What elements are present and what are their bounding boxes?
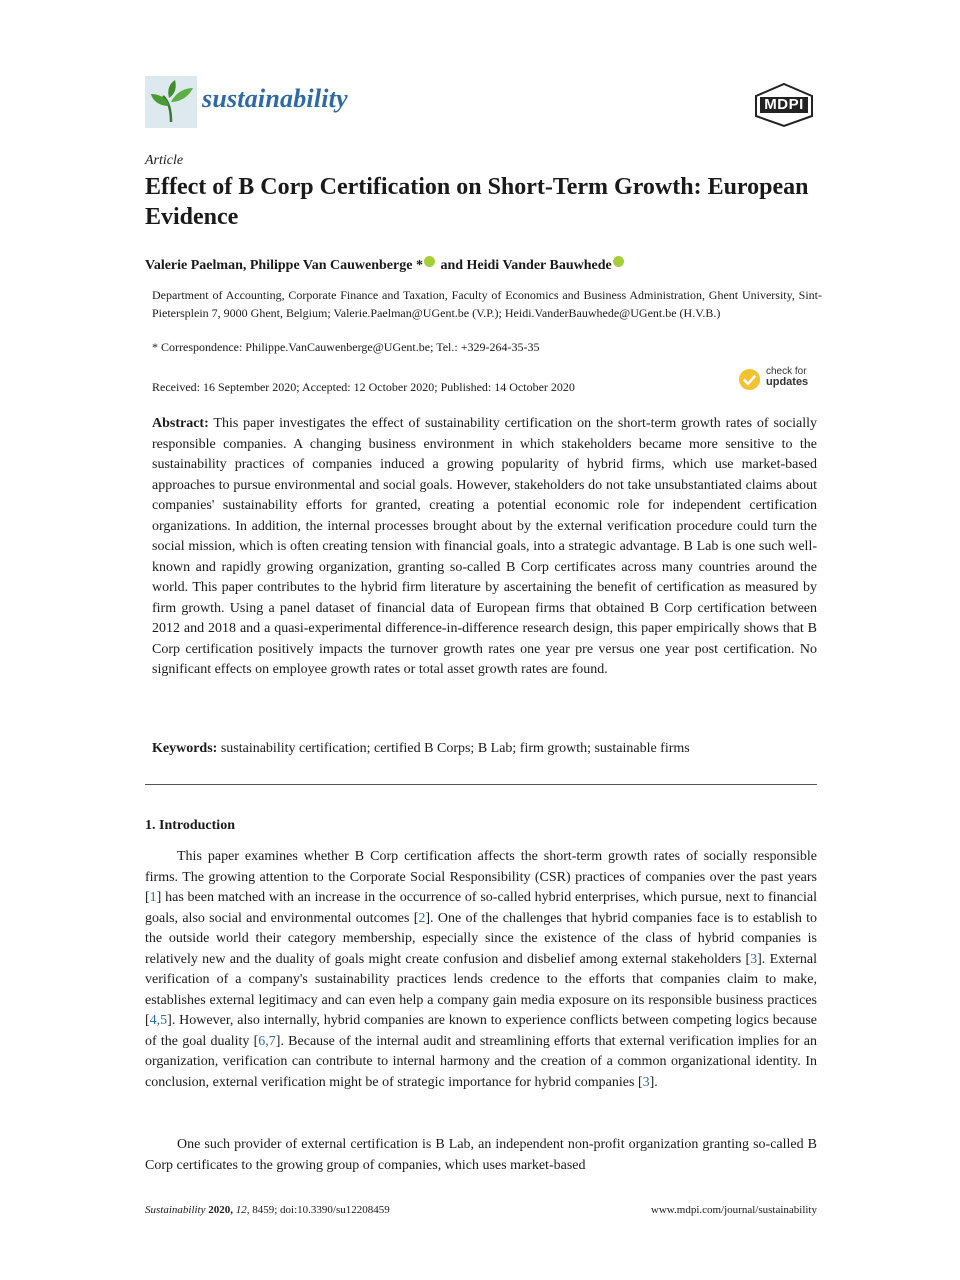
mdpi-logo-text: MDPI [764, 96, 804, 113]
paragraph-text: ] has been matched with an increase in the occurrence of so-called hybrid enterprises, which pursue, next to financial goals, also social and environmental outcomes [ [145, 890, 817, 926]
check-updates-line2: updates [766, 376, 809, 388]
body-paragraph [145, 847, 817, 1093]
body-paragraph: One such provider of external certification is B Lab, an independent non-profit organization granting so-called B Corp certificates to the growing group of companies, which uses market-based [145, 1137, 817, 1173]
footer-journal: Sustainability [145, 1204, 206, 1216]
abstract-label: Abstract: [152, 416, 209, 431]
citation-link[interactable]: 1 [149, 890, 157, 905]
affiliation: Department of Accounting, Corporate Finance and Taxation, Faculty of Economics and Business Administration, Ghent University, Sint-Pietersplein 7, 9000 Ghent, Belgium; Valerie.Paelman@UGent.be (V.P.); Heidi.VanderBauwhede@UGent.be (H.V.B.) [152, 288, 822, 320]
keywords-text: sustainability certification; certified B Corps; B Lab; firm growth; sustainable firms [220, 741, 690, 756]
paragraph-text: ]. However, also internally, hybrid companies are known to experience conflicts between competing logics because of the goal duality [ [145, 1013, 817, 1049]
author-name[interactable]: Philippe Van Cauwenberge * [249, 258, 423, 273]
footer-url[interactable]: www.mdpi.com/journal/sustainability [650, 1204, 817, 1216]
check-for-updates-badge[interactable] [738, 366, 823, 394]
mdpi-logo[interactable] [752, 82, 816, 128]
check-icon [738, 368, 761, 391]
paragraph-text: ]. One of the challenges that hybrid companies face is to establish to the outside world their category membership, especially since the existence of the class of hybrid companies is relatively new and the duality of goals might create confusion and disbelief among external stakeholders [ [145, 910, 818, 967]
orcid-icon[interactable] [424, 256, 435, 267]
orcid-icon[interactable] [613, 256, 624, 267]
keywords [152, 741, 817, 757]
check-updates-line1: check for [766, 366, 807, 377]
publication-dates: Received: 16 September 2020; Accepted: 12 October 2020; Published: 14 October 2020 [152, 380, 575, 394]
divider [145, 784, 817, 785]
author-list [145, 256, 845, 274]
page-title: Effect of B Corp Certification on Short-Term Growth: European Evidence [145, 174, 809, 230]
journal-logo [145, 76, 197, 128]
footer-citation [145, 1204, 390, 1216]
section-heading: 1. Introduction [145, 818, 235, 833]
footer-year: 2020, [208, 1204, 233, 1216]
leaf-icon [145, 76, 197, 128]
citation-link[interactable]: 3 [750, 951, 758, 967]
paragraph-text: ]. [649, 1074, 658, 1090]
correspondence: * Correspondence: Philippe.VanCauwenberge@UGent.be; Tel.: +329-264-35-35 [152, 340, 540, 354]
paragraph-text: This paper examines whether B Corp certification affects the short-term growth rates of socially responsible firms. The growing attention to the Corporate Social Responsibility (CSR) practices of companies over the past years [ [145, 849, 817, 905]
abstract-text: This paper investigates the effect of sustainability certification on the short-term growth rates of socially responsible companies. A changing business environment in which stakeholders became more sensitive to the sustainability practices of companies induced a growing popularity of hybrid firms, which use market-based approaches to pursue environmental and social goals. However, stakeholders do not take unsubstantiated claims about companies' sustainability efforts for granted, creating a potential economic role for independent certification organizations. In addition, the internal processes brought about by the external verification procedure could turn the social mission, which is often creating tension with financial goals, into a strategic advantage. B Lab is one such well-known and rapidly growing organization, granting so-called B Corp certificates across many countries around the world. This paper contributes to the hybrid firm literature by ascertaining the benefit of certification as measured by firm growth. Using a panel dataset of financial data of European firms that obtained B Corp certification between 2012 and 2018 and a quasi-experimental difference-in-difference research design, this paper empirically shows that B Corp certification positively impacts the turnover growth rates one year pre versus one year post certification. No significant effects on employee growth rates or total asset growth rates are found. [152, 416, 818, 677]
author-name[interactable]: Heidi Vander Bauwhede [466, 258, 612, 273]
abstract [152, 414, 817, 681]
keywords-label: Keywords: [152, 741, 218, 756]
citation-link[interactable]: 4,5 [149, 1013, 168, 1028]
citation-link[interactable]: 2 [418, 910, 426, 926]
paragraph-text: ]. External verification of a company's sustainability practices lends credence to the efforts that companies claim to make, establishes external legitimacy and can even help a company gain media exposure on its responsible business practices [ [145, 951, 817, 1028]
journal-name[interactable]: sustainability [202, 84, 348, 113]
footer-volume: 12, [235, 1204, 250, 1216]
article-type: Article [145, 153, 184, 168]
footer-doi[interactable]: 8459; doi:10.3390/su12208459 [252, 1204, 390, 1216]
paragraph-text: ]. Because of the internal audit and streamlining efforts that external verification implies for an organization, verification can contribute to internal harmony and the creation of a common organizational identity. In conclusion, external verification might be of strategic importance for hybrid companies [ [145, 1033, 818, 1090]
author-name[interactable]: Valerie Paelman, [145, 258, 247, 273]
citation-link[interactable]: 6,7 [258, 1033, 276, 1049]
citation-link[interactable]: 3 [642, 1074, 650, 1090]
check-for-updates-text [766, 366, 808, 388]
author-conjunction: and [440, 258, 464, 273]
